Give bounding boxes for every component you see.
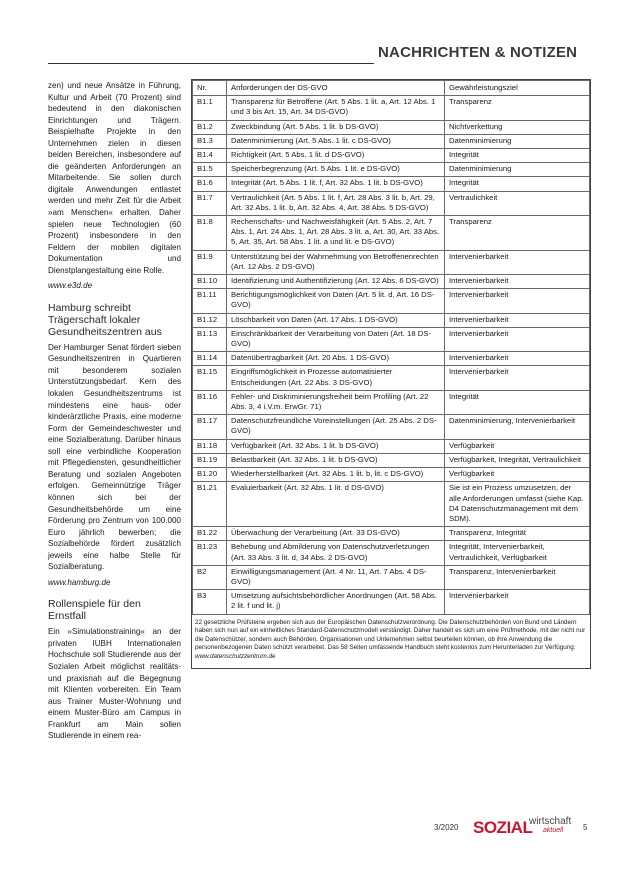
row-nr: B1.3 xyxy=(193,134,227,148)
table-footnote xyxy=(192,615,590,668)
table-row xyxy=(193,366,590,390)
table-row xyxy=(193,275,590,289)
header-gewaehrleistungsziel: Gewährleistungsziel xyxy=(445,81,590,96)
footnote-url[interactable]: www.datenschutzzentrum.de xyxy=(195,652,276,660)
table-row xyxy=(193,250,590,274)
row-nr: B1.15 xyxy=(193,366,227,390)
table-row xyxy=(193,134,590,148)
row-nr: B1.5 xyxy=(193,163,227,177)
row-nr: B2 xyxy=(193,565,227,589)
row-requirement: Vertraulichkeit (Art. 5 Abs. 1 lit. f, Art. 28 Abs. 3 lit. b, Art. 29, Art. 32 Abs. 1 lit. b, Art. 32 Abs. 4, Art. 38 Abs. 5 DS-GVO) xyxy=(227,191,445,215)
row-goal: Intervenierbarkeit xyxy=(445,275,590,289)
row-requirement: Speicherbegrenzung (Art. 5 Abs. 1 lit. e DS-GVO) xyxy=(227,163,445,177)
table-row xyxy=(193,120,590,134)
row-nr: B1.16 xyxy=(193,390,227,414)
row-requirement: Berichtigungsmöglichkeit von Daten (Art. 5 lit. d, Art. 16 DS-GVO) xyxy=(227,289,445,313)
table-row xyxy=(193,96,590,120)
row-requirement: Einwilligungsmanagement (Art. 4 Nr. 11, Art. 7 Abs. 4 DS-GVO) xyxy=(227,565,445,589)
row-goal: Integrität xyxy=(445,177,590,191)
row-goal: Verfügbarkeit xyxy=(445,468,590,482)
row-nr: B1.22 xyxy=(193,527,227,541)
row-goal: Integrität, Intervenierbarkeit, Vertraulichkeit, Verfügbarkeit xyxy=(445,541,590,565)
table-row xyxy=(193,327,590,351)
sozialwirtschaft-logo xyxy=(473,816,573,840)
table-row xyxy=(193,390,590,414)
row-requirement: Evaluierbarkeit (Art. 32 Abs. 1 lit. d DS-GVO) xyxy=(227,482,445,527)
row-goal: Intervenierbarkeit xyxy=(445,352,590,366)
row-goal: Intervenierbarkeit xyxy=(445,289,590,313)
row-goal: Intervenierbarkeit xyxy=(445,327,590,351)
row-nr: B1.2 xyxy=(193,120,227,134)
header-anforderungen: Anforderungen der DS-GVO xyxy=(227,81,445,96)
table-row xyxy=(193,527,590,541)
row-requirement: Zweckbindung (Art. 5 Abs. 1 lit. b DS-GVO) xyxy=(227,120,445,134)
row-goal: Transparenz, Integrität xyxy=(445,527,590,541)
header-rule xyxy=(48,63,374,64)
page-number: 5 xyxy=(583,823,588,832)
row-nr: B1.20 xyxy=(193,468,227,482)
row-requirement: Einschränkbarkeit der Verarbeitung von Daten (Art. 18 DS-GVO) xyxy=(227,327,445,351)
row-nr: B1.10 xyxy=(193,275,227,289)
table-row xyxy=(193,313,590,327)
row-nr: B1.23 xyxy=(193,541,227,565)
logo-wirtschaft: wirtschaft xyxy=(529,816,572,827)
row-requirement: Belastbarkeit (Art. 32 Abs. 1 lit. b DS-GVO) xyxy=(227,453,445,467)
hamburg-paragraph: Der Hamburger Senat fördert sieben Gesundheitszentren in Quartieren mit besonderem sozialen Unterstützungsbedarf. Kern des lokalen Gesundheitszentrums ist mindestens eine haus- oder kinderärztliche Praxis, eine moderne Form der Gemeindeschwester und eine Sozialberatung. Darüber hinaus soll eine verbindliche Kooperation mit Pflegediensten, gesundheitlicher Beratung und sozialen Angeboten erfolgen. Gemeinnützige Träger können sich bei der Gesundheitsbehörde um eine Förderung pro Zentrum von 100.000 Euro jährlich bewerben; die Sozialbehörde fördert zusätzlich jeweils eine halbe Stelle für Sozialberatung. xyxy=(48,342,181,572)
row-requirement: Integrität (Art. 5 Abs. 1 lit. f, Art. 32 Abs. 1 lit. b DS-GVO) xyxy=(227,177,445,191)
table-row xyxy=(193,439,590,453)
row-goal: Nichtverkettung xyxy=(445,120,590,134)
table-row xyxy=(193,590,590,614)
row-goal: Transparenz xyxy=(445,96,590,120)
row-requirement: Umsetzung aufsichtsbehördlicher Anordnungen (Art. 58 Abs. 2 lit. f und lit. j) xyxy=(227,590,445,614)
row-requirement: Behebung und Abmilderung von Datenschutzverletzungen (Art. 33 Abs. 3 lit. d, 34 Abs. 2 DS-GVO) xyxy=(227,541,445,565)
row-nr: B1.21 xyxy=(193,482,227,527)
row-goal: Sie ist ein Prozess umzusetzen, der alle Anforderungen umfasst (siehe Kap. D4 Datenschutzmanagement mit dem SDM). xyxy=(445,482,590,527)
row-nr: B1.8 xyxy=(193,216,227,251)
header-nr: Nr. xyxy=(193,81,227,96)
logo-sozial: SOZIAL xyxy=(473,818,533,837)
table-row xyxy=(193,482,590,527)
table-row xyxy=(193,352,590,366)
table-row xyxy=(193,149,590,163)
table-row xyxy=(193,216,590,251)
row-nr: B1.1 xyxy=(193,96,227,120)
row-goal: Verfügbarkeit xyxy=(445,439,590,453)
row-nr: B1.13 xyxy=(193,327,227,351)
section-title: NACHRICHTEN & NOTIZEN xyxy=(378,44,578,61)
row-nr: B3 xyxy=(193,590,227,614)
row-requirement: Wiederherstellbarkeit (Art. 32 Abs. 1 lit. b, lit. c DS-GVO) xyxy=(227,468,445,482)
row-requirement: Richtigkeit (Art. 5 Abs. 1 lit. d DS-GVO) xyxy=(227,149,445,163)
row-requirement: Überwachung der Verarbeitung (Art. 33 DS-GVO) xyxy=(227,527,445,541)
row-goal: Intervenierbarkeit xyxy=(445,313,590,327)
row-goal: Vertraulichkeit xyxy=(445,191,590,215)
row-requirement: Transparenz für Betroffene (Art. 5 Abs. 1 lit. a, Art. 12 Abs. 1 und 3 bis Art. 15, Art. 34 DS-GVO) xyxy=(227,96,445,120)
table-row xyxy=(193,453,590,467)
hamburg-heading: Hamburg schreibt Trägerschaft lokaler Gesundheitszentren aus xyxy=(48,301,162,338)
row-nr: B1.11 xyxy=(193,289,227,313)
rollenspiele-paragraph: Ein »Simulationstraining« an der privaten IUBH Internationalen Hochschule soll Studierende aus der Sozialen Arbeit möglichst realitäts- und praxisnah auf die Begegnung mit Klienten vorbereiten. Ein Team aus Trainer Muster-Wohnung und einem Muster-Büro am Campus in Frankfurt am Main sollen Studierende in einem rea- xyxy=(48,627,181,741)
table-row xyxy=(193,541,590,565)
row-goal: Intervenierbarkeit xyxy=(445,590,590,614)
table-row xyxy=(193,191,590,215)
row-requirement: Unterstützung bei der Wahrnehmung von Betroffenenrechten (Art. 12 Abs. 2 DS-GVO) xyxy=(227,250,445,274)
row-requirement: Löschbarkeit von Daten (Art. 17 Abs. 1 DS-GVO) xyxy=(227,313,445,327)
row-goal: Transparenz, Intervenierbarkeit xyxy=(445,565,590,589)
row-goal: Integrität xyxy=(445,149,590,163)
dsgvo-requirements-table xyxy=(192,80,590,615)
row-goal: Integrität xyxy=(445,390,590,414)
intro-paragraph: zen) und neue Ansätze in Führung, Kultur und Arbeit (70 Prozent) sind bedeutend in den diakonischen Einrichtungen und Trägern. Beispielhafte Projekte in den Unternehmen zielen in diesen beiden Bereichen, insbesondere auf die geänderten Anforderungen an Mitarbeitende. Sie sollen durch digitale Anwendungen entlastet werden und mehr Zeit für die Arbeit »am Menschen« erhalten. Daher spielen neue Technologien (60 Prozent) insbesondere in den Feldern der mobilen digitalen Dokumentation und Dienstplangestaltung eine Rolle. xyxy=(48,81,181,275)
row-nr: B1.17 xyxy=(193,415,227,439)
row-requirement: Rechenschafts- und Nachweisfähigkeit (Art. 5 Abs. 2, Art. 7 Abs. 1, Art. 24 Abs. 1, Art. 28 Abs. 3 lit. a, Art. 30, Art. 33 Abs. 5, Art. 35, Art. 58 Abs. 1 lit. a und lit. e DS-GVO) xyxy=(227,216,445,251)
row-nr: B1.19 xyxy=(193,453,227,467)
table-row xyxy=(193,468,590,482)
page-footer xyxy=(0,816,637,840)
row-requirement: Fehler- und Diskriminierungsfreiheit beim Profiling (Art. 22 Abs. 3, 4 i.V.m. ErwGr. 71) xyxy=(227,390,445,414)
table-row xyxy=(193,415,590,439)
row-nr: B1.7 xyxy=(193,191,227,215)
row-goal: Intervenierbarkeit xyxy=(445,250,590,274)
row-nr: B1.6 xyxy=(193,177,227,191)
rollenspiele-heading: Rollenspiele für den Ernstfall xyxy=(48,598,141,623)
table-row xyxy=(193,163,590,177)
row-nr: B1.18 xyxy=(193,439,227,453)
row-goal: Verfügbarkeit, Integrität, Vertraulichkeit xyxy=(445,453,590,467)
row-requirement: Datenübertragbarkeit (Art. 20 Abs. 1 DS-GVO) xyxy=(227,352,445,366)
logo-aktuell: aktuell xyxy=(543,827,564,834)
row-goal: Transparenz xyxy=(445,216,590,251)
table-row xyxy=(193,289,590,313)
issue-number: 3/2020 xyxy=(434,823,459,832)
row-requirement: Datenschutzfreundliche Voreinstellungen (Art. 25 Abs. 2 DS-GVO) xyxy=(227,415,445,439)
table-header-row xyxy=(193,81,590,96)
row-goal: Datenminimierung, Intervenierbarkeit xyxy=(445,415,590,439)
e3d-link[interactable]: www.e3d.de xyxy=(48,281,93,291)
row-requirement: Identifizierung und Authentifizierung (Art. 12 Abs. 6 DS-GVO) xyxy=(227,275,445,289)
row-goal: Datenminimierung xyxy=(445,163,590,177)
hamburg-link[interactable]: www.hamburg.de xyxy=(48,577,111,587)
row-requirement: Eingriffsmöglichkeit in Prozesse automatisierter Entscheidungen (Art. 22 Abs. 3 DS-GVO) xyxy=(227,366,445,390)
row-requirement: Verfügbarkeit (Art. 32 Abs. 1 lit. b DS-GVO) xyxy=(227,439,445,453)
row-nr: B1.14 xyxy=(193,352,227,366)
table-row xyxy=(193,177,590,191)
dsgvo-table-box xyxy=(191,79,591,669)
footnote-text: 22 gesetzliche Prüfsteine ergeben sich aus der Europäischen Datenschutzverordnung. Die Datenschutzbehörden von Bund und Ländern haben sich nun auf ein einheitliches Standard-Datenschutzmodell verständigt. Daher handelt es sich um eine Prüfmethode, mit der nicht nur die Datenschützer, sondern auch Behörden, Organisationen und Unternehmen selbst beurteilen können, ob ihre Anwendung die personenbezogenen Daten schützt verarbeitet. Das 58 Seiten umfassende Handbuch steht kostenlos zum Herunterladen zur Verfügung: xyxy=(195,618,586,652)
row-requirement: Datenminimierung (Art. 5 Abs. 1 lit. c DS-GVO) xyxy=(227,134,445,148)
row-goal: Datenminimierung xyxy=(445,134,590,148)
left-column xyxy=(48,80,181,742)
row-nr: B1.4 xyxy=(193,149,227,163)
row-nr: B1.12 xyxy=(193,313,227,327)
row-nr: B1.9 xyxy=(193,250,227,274)
row-goal: Intervenierbarkeit xyxy=(445,366,590,390)
table-row xyxy=(193,565,590,589)
